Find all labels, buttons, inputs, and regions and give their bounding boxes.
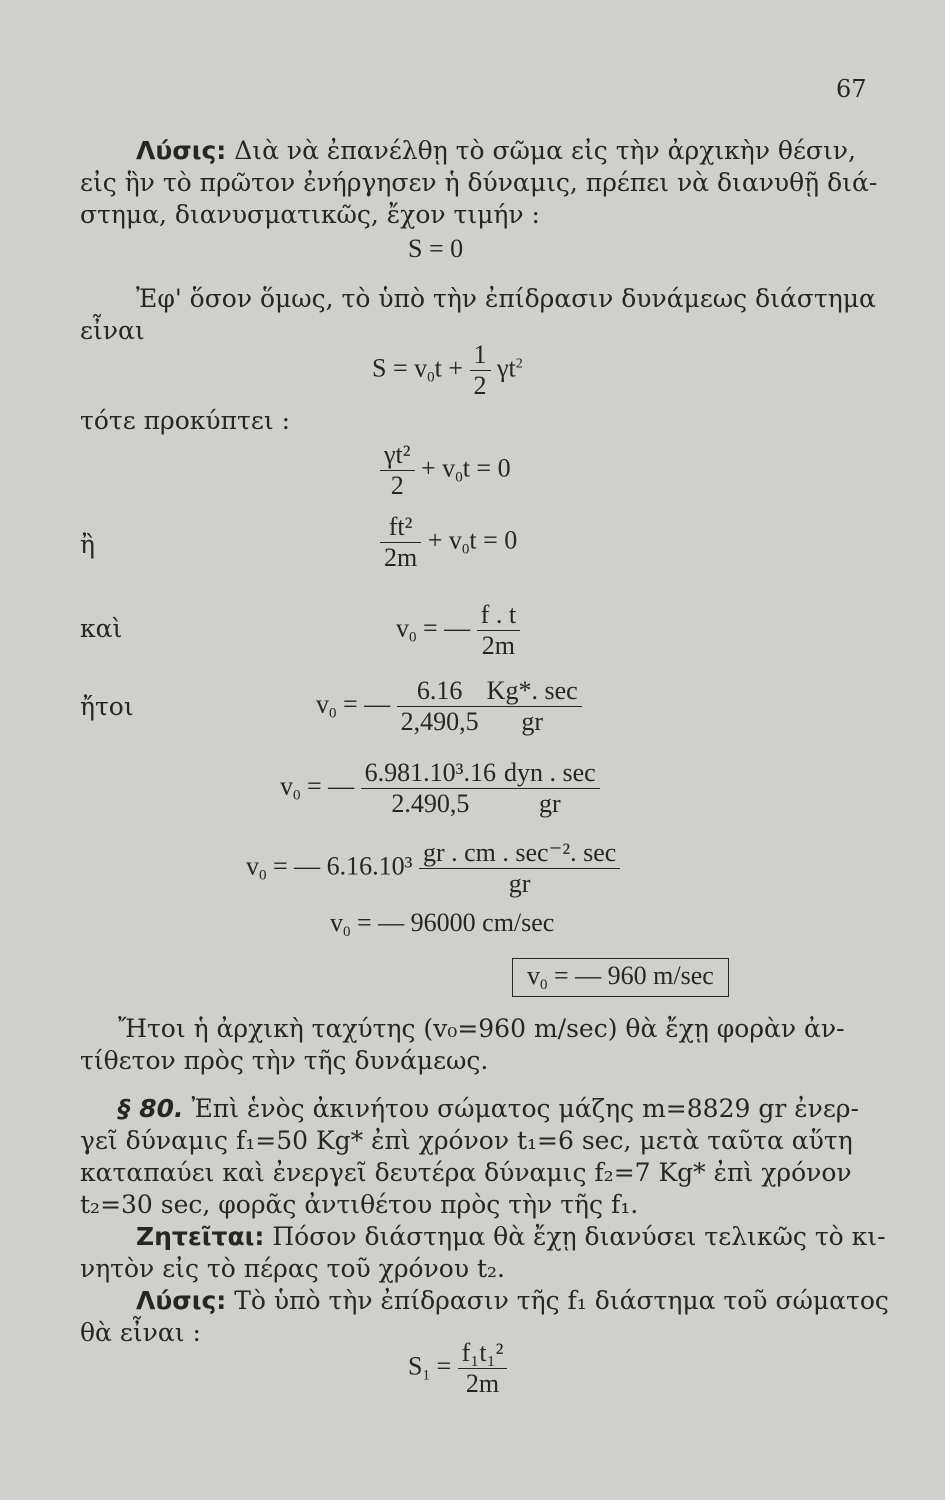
eq9-fraction <box>458 1338 508 1399</box>
equation-displacement <box>372 340 523 401</box>
eq5-num1: 6.981.10³.16 <box>361 758 500 789</box>
solution-paragraph-line-3: στημα, διανυσματικῶς, ἔχον τιμήν : <box>80 200 540 229</box>
eq4-fraction-1 <box>397 676 483 737</box>
eq5-fraction-2 <box>500 758 600 819</box>
problem-80-text: Ἐπὶ ἑνὸς ἀκινήτου σώματος μάζης m=8829 gr ἐνερ- <box>191 1094 859 1123</box>
kai-label: καὶ <box>80 614 123 643</box>
eq6-fraction <box>419 838 620 899</box>
eq-s-sub: 0 <box>427 369 435 386</box>
eq8-rest: = — 960 m/sec <box>554 961 714 990</box>
equation-s-zero: S = 0 <box>408 234 464 263</box>
question-label: Ζητεῖται: <box>136 1222 265 1251</box>
equation-2 <box>380 512 517 573</box>
equation-6 <box>246 838 620 899</box>
eq2-fraction <box>380 512 421 573</box>
eq6-mid: = — 6.16.10³ <box>273 851 413 881</box>
equation-4 <box>316 676 582 737</box>
eq1-fraction <box>380 440 415 501</box>
eq5-den2: gr <box>538 789 561 818</box>
eq9-sub: 1 <box>422 1367 430 1384</box>
eq6-left: v <box>246 851 259 881</box>
eq3-den: 2m <box>481 631 515 660</box>
eq-s-den: 2 <box>473 371 487 400</box>
eq9-left: S <box>408 1351 423 1381</box>
eq5-fraction-1 <box>361 758 500 819</box>
problem-80-line-3: καταπαύει καὶ ἐνεργεῖ δευτέρα δύναμις f₂=7 Kg* ἐπὶ χρόνον <box>80 1158 852 1187</box>
page-number: 67 <box>836 75 867 103</box>
eq3-num: f . t <box>477 600 520 631</box>
solution-text: Διὰ νὰ ἐπανέλθῃ τὸ σῶμα εἰς τὴν ἀρχικὴν θέσιν, <box>234 136 856 165</box>
eq5-sub: 0 <box>293 787 301 804</box>
eq4-num1: 6.16 <box>397 676 483 707</box>
eq5-den1: 2.490,5 <box>391 789 470 818</box>
eq6-num: gr . cm . sec⁻². sec <box>419 838 620 869</box>
eq5-left: v <box>280 771 293 801</box>
eq8-sub: 0 <box>540 977 548 993</box>
problem-80-line-2: γεῖ δύναμις f₁=50 Kg* ἐπὶ χρόνον t₁=6 sec, μετὰ ταῦτα αὕτη <box>80 1126 853 1155</box>
paragraph-2-line-1: Ἐφ' ὅσον ὅμως, τὸ ὑπὸ τὴν ἐπίδρασιν δυνάμεως διάστημα <box>136 284 876 313</box>
question-line-1 <box>136 1220 886 1254</box>
eq6-sub: 0 <box>259 867 267 884</box>
solution-2-text: Τὸ ὑπὸ τὴν ἐπίδρασιν τῆς f₁ διάστημα τοῦ σώματος <box>234 1286 889 1315</box>
solution-label: Λύσις: <box>136 136 227 165</box>
tote-line: τότε προκύπτει : <box>80 406 290 435</box>
eq3-sub: 0 <box>409 629 417 646</box>
eq9-mid: = <box>436 1351 452 1381</box>
eq5-mid: = — <box>307 771 355 801</box>
eq8-left: v <box>527 961 540 990</box>
eq4-den2: gr <box>521 707 543 736</box>
equation-1 <box>380 440 511 501</box>
eq1-rest: + v <box>421 453 456 483</box>
eq2-den: 2m <box>384 543 418 572</box>
eq3-fraction <box>477 600 520 661</box>
eq9-den: 2m <box>465 1369 500 1398</box>
problem-80-line-4: t₂=30 sec, φορᾶς ἀντιθέτου πρὸς τὴν τῆς f₁. <box>80 1190 639 1219</box>
conclusion-line-2: τίθετον πρὸς τὴν τῆς δυνάμεως. <box>80 1046 489 1075</box>
eq2-tail: t = 0 <box>469 525 518 555</box>
eq4-mid: = — <box>343 689 391 719</box>
paragraph-2-line-2: εἶναι <box>80 316 145 345</box>
equation-8-boxed-result <box>512 958 729 997</box>
or-label: ἢ <box>80 530 95 559</box>
eq5-num2: dyn . sec <box>500 758 600 789</box>
eq1-sub: 0 <box>455 469 463 486</box>
section-80-mark: § 80. <box>118 1094 184 1123</box>
eq-s-fraction <box>470 340 491 401</box>
eq4-den1: 2,490,5 <box>400 707 479 736</box>
eq1-den: 2 <box>390 471 404 500</box>
eq-s-tail: γt <box>497 353 516 383</box>
problem-80-line-1 <box>118 1092 859 1126</box>
solution-paragraph-line-1 <box>136 134 856 168</box>
eq-s-sup: 2 <box>515 356 523 372</box>
itoi-label: ἤτοι <box>80 692 134 721</box>
eq6-den: gr <box>508 869 531 898</box>
eq-s-num: 1 <box>470 340 491 371</box>
eq7-sub: 0 <box>343 924 351 940</box>
eq2-rest: + v <box>427 525 462 555</box>
equation-9 <box>408 1338 507 1399</box>
solution-2-label: Λύσις: <box>136 1286 227 1315</box>
eq4-num2: Kg*. sec <box>483 676 582 707</box>
eq7-rest: = — 96000 cm/sec <box>357 908 555 937</box>
equation-3 <box>396 600 520 661</box>
equation-5 <box>280 758 600 819</box>
eq3-mid: = — <box>423 613 471 643</box>
eq-s-mid: t + <box>434 353 464 383</box>
eq2-num: ft² <box>380 512 421 543</box>
eq-s-left: S = v <box>372 353 428 383</box>
eq1-tail: t = 0 <box>462 453 511 483</box>
solution-2-line-1 <box>136 1284 889 1318</box>
eq3-left: v <box>396 613 409 643</box>
eq4-left: v <box>316 689 329 719</box>
eq9-num: f₁t₁² <box>458 1338 508 1369</box>
solution-2-line-2: θὰ εἶναι : <box>80 1318 201 1347</box>
question-text: Πόσον διάστημα θὰ ἔχῃ διανύσει τελικῶς τὸ κι- <box>272 1222 886 1251</box>
conclusion-line-1: Ἤτοι ἡ ἀρχικὴ ταχύτης (v₀=960 m/sec) θὰ ἔχῃ φορὰν ἀν- <box>118 1014 845 1043</box>
eq4-sub: 0 <box>329 705 337 722</box>
eq2-sub: 0 <box>461 541 470 558</box>
question-line-2: νητὸν εἰς τὸ πέρας τοῦ χρόνου t₂. <box>80 1254 505 1283</box>
equation-7 <box>330 908 554 941</box>
eq1-num: γt² <box>380 440 415 471</box>
solution-paragraph-line-2: εἰς ἣν τὸ πρῶτον ἐνήργησεν ἡ δύναμις, πρέπει νὰ διανυθῇ διά- <box>80 168 878 197</box>
eq4-fraction-2 <box>483 676 582 737</box>
eq7-left: v <box>330 908 343 937</box>
